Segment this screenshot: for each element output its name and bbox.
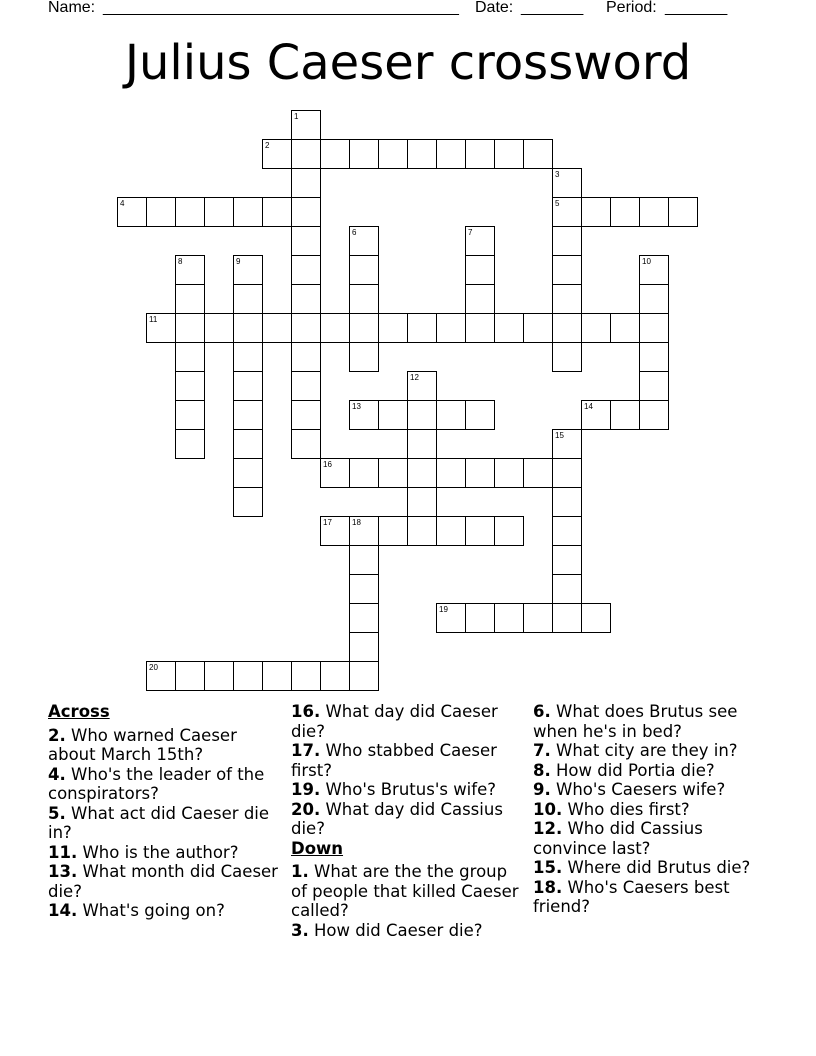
grid-cell[interactable]	[465, 603, 495, 633]
grid-cell[interactable]	[494, 313, 524, 343]
grid-cell[interactable]	[436, 603, 466, 633]
grid-cell[interactable]	[146, 313, 176, 343]
grid-cell[interactable]	[552, 313, 582, 343]
grid-cell[interactable]	[552, 429, 582, 459]
grid-cell[interactable]	[175, 661, 205, 691]
grid-cell[interactable]	[465, 313, 495, 343]
grid-cell[interactable]	[494, 139, 524, 169]
grid-cell[interactable]	[436, 400, 466, 430]
grid-cell[interactable]	[378, 516, 408, 546]
grid-cell[interactable]	[581, 197, 611, 227]
name-blank[interactable]: ________________________________________	[103, 0, 459, 16]
grid-cell[interactable]	[552, 516, 582, 546]
date-label: Date:	[475, 0, 514, 16]
clue-number: 14	[584, 402, 593, 411]
grid-cell[interactable]	[117, 197, 147, 227]
grid-cell[interactable]	[175, 342, 205, 372]
grid-cell[interactable]	[639, 400, 669, 430]
grid-cell[interactable]	[349, 516, 379, 546]
grid-cell[interactable]	[349, 226, 379, 256]
clue-number: 12	[410, 373, 419, 382]
grid-cell[interactable]	[291, 226, 321, 256]
grid-cell[interactable]	[465, 458, 495, 488]
grid-cell[interactable]	[552, 168, 582, 198]
clue-number: 18	[352, 518, 361, 527]
grid-cell[interactable]	[233, 371, 263, 401]
clue-across-2: 2. Who warned Caeser about March 15th?	[48, 725, 237, 764]
clue-across-4: 4. Who's the leader of the conspirators?	[48, 764, 265, 803]
clue-down-1: 1. What are the the group of people that killed Caeser called?	[291, 862, 519, 920]
clues-column-3	[533, 702, 773, 917]
clue-number: 10	[642, 257, 651, 266]
grid-cell[interactable]	[552, 574, 582, 604]
grid-cell[interactable]	[175, 429, 205, 459]
grid-cell[interactable]	[465, 255, 495, 285]
grid-cell[interactable]	[320, 516, 350, 546]
grid-cell[interactable]	[494, 603, 524, 633]
clue-number: 17	[323, 518, 332, 527]
grid-cell[interactable]	[349, 313, 379, 343]
clue-number: 5	[555, 199, 560, 208]
date-blank[interactable]: _______	[521, 0, 584, 16]
grid-cell[interactable]	[407, 458, 437, 488]
grid-cell[interactable]	[552, 545, 582, 575]
grid-cell[interactable]	[175, 284, 205, 314]
grid-cell[interactable]	[465, 139, 495, 169]
grid-cell[interactable]	[639, 197, 669, 227]
grid-cell[interactable]	[320, 139, 350, 169]
student-info-line	[48, 0, 768, 19]
clue-down-10: 10. Who dies first?	[533, 799, 690, 819]
grid-cell[interactable]	[436, 458, 466, 488]
grid-cell[interactable]	[291, 400, 321, 430]
clue-across-5: 5. What act did Caeser die in?	[48, 803, 270, 842]
grid-cell[interactable]	[494, 458, 524, 488]
grid-cell[interactable]	[146, 661, 176, 691]
grid-cell[interactable]	[349, 574, 379, 604]
grid-cell[interactable]	[175, 197, 205, 227]
grid-cell[interactable]	[407, 429, 437, 459]
clue-down-6: 6. What does Brutus see when he's in bed?	[533, 702, 738, 741]
grid-cell[interactable]	[175, 313, 205, 343]
grid-cell[interactable]	[291, 313, 321, 343]
grid-cell[interactable]	[436, 516, 466, 546]
grid-cell[interactable]	[233, 197, 263, 227]
grid-cell[interactable]	[291, 661, 321, 691]
grid-cell[interactable]	[233, 429, 263, 459]
grid-cell[interactable]	[552, 458, 582, 488]
clue-down-7: 7. What city are they in?	[533, 741, 738, 760]
grid-cell[interactable]	[378, 139, 408, 169]
grid-cell[interactable]	[639, 284, 669, 314]
grid-cell[interactable]	[349, 545, 379, 575]
grid-cell[interactable]	[378, 458, 408, 488]
grid-cell[interactable]	[175, 255, 205, 285]
clue-number: 8	[178, 257, 183, 266]
clue-number: 11	[149, 315, 158, 324]
grid-cell[interactable]	[291, 371, 321, 401]
grid-cell[interactable]	[349, 400, 379, 430]
grid-cell[interactable]	[552, 603, 582, 633]
grid-cell[interactable]	[581, 400, 611, 430]
grid-cell[interactable]	[465, 226, 495, 256]
grid-cell[interactable]	[552, 342, 582, 372]
grid-cell[interactable]	[552, 226, 582, 256]
clue-number: 16	[323, 460, 332, 469]
grid-cell[interactable]	[349, 342, 379, 372]
grid-cell[interactable]	[233, 487, 263, 517]
clue-number: 2	[265, 141, 270, 150]
grid-cell[interactable]	[233, 284, 263, 314]
clue-number: 3	[555, 170, 560, 179]
grid-cell[interactable]	[668, 197, 698, 227]
grid-cell[interactable]	[204, 197, 234, 227]
grid-cell[interactable]	[233, 458, 263, 488]
clue-number: 4	[120, 199, 125, 208]
grid-cell[interactable]	[465, 284, 495, 314]
grid-cell[interactable]	[233, 400, 263, 430]
grid-cell[interactable]	[436, 313, 466, 343]
grid-cell[interactable]	[204, 661, 234, 691]
grid-cell[interactable]	[349, 139, 379, 169]
grid-cell[interactable]	[552, 284, 582, 314]
clue-down-9: 9. Who's Caesers wife?	[533, 780, 726, 799]
clue-down-3: 3. How did Caeser die?	[291, 920, 483, 940]
grid-cell[interactable]	[204, 313, 234, 343]
grid-cell[interactable]	[494, 516, 524, 546]
grid-cell[interactable]	[407, 487, 437, 517]
clue-across-17: 17. Who stabbed Caeser first?	[291, 741, 497, 780]
grid-cell[interactable]	[291, 429, 321, 459]
grid-cell[interactable]	[639, 313, 669, 343]
down-heading: Down	[291, 838, 344, 858]
clues-column-2	[291, 702, 521, 940]
grid-cell[interactable]	[262, 313, 292, 343]
clue-number: 9	[236, 257, 241, 266]
grid-cell[interactable]	[291, 255, 321, 285]
grid-cell[interactable]	[349, 255, 379, 285]
grid-cell[interactable]	[146, 197, 176, 227]
grid-cell[interactable]	[262, 661, 292, 691]
clue-down-12: 12. Who did Cassius convince last?	[533, 819, 703, 858]
grid-cell[interactable]	[436, 139, 466, 169]
clue-down-8: 8. How did Portia die?	[533, 760, 715, 780]
grid-cell[interactable]	[581, 313, 611, 343]
grid-cell[interactable]	[407, 139, 437, 169]
grid-cell[interactable]	[639, 342, 669, 372]
clue-number: 19	[439, 605, 448, 614]
grid-cell[interactable]	[320, 458, 350, 488]
grid-cell[interactable]	[610, 313, 640, 343]
clues-column-1	[48, 702, 278, 921]
grid-cell[interactable]	[291, 342, 321, 372]
clue-number: 6	[352, 228, 357, 237]
grid-cell[interactable]	[233, 255, 263, 285]
grid-cell[interactable]	[233, 313, 263, 343]
clue-down-15: 15. Where did Brutus die?	[533, 858, 751, 877]
grid-cell[interactable]	[349, 458, 379, 488]
clue-number: 15	[555, 431, 564, 440]
grid-cell[interactable]	[233, 661, 263, 691]
grid-cell[interactable]	[291, 139, 321, 169]
grid-cell[interactable]	[552, 255, 582, 285]
name-label: Name:	[48, 0, 96, 16]
grid-cell[interactable]	[523, 603, 553, 633]
grid-cell[interactable]	[610, 197, 640, 227]
clue-across-20: 20. What day did Cassius die?	[291, 799, 503, 838]
clue-across-11: 11. Who is the author?	[48, 842, 239, 862]
grid-cell[interactable]	[639, 255, 669, 285]
clue-across-14: 14. What's going on?	[48, 901, 225, 920]
grid-cell[interactable]	[262, 197, 292, 227]
grid-cell[interactable]	[552, 487, 582, 517]
grid-cell[interactable]	[291, 168, 321, 198]
clue-across-13: 13. What month did Caeser die?	[48, 862, 278, 901]
grid-cell[interactable]	[349, 632, 379, 662]
grid-cell[interactable]	[407, 371, 437, 401]
grid-cell[interactable]	[378, 313, 408, 343]
grid-cell[interactable]	[581, 603, 611, 633]
period-blank[interactable]: _______	[665, 0, 728, 16]
grid-cell[interactable]	[407, 516, 437, 546]
grid-cell[interactable]	[552, 197, 582, 227]
grid-cell[interactable]	[349, 284, 379, 314]
clue-number: 7	[468, 228, 473, 237]
grid-cell[interactable]	[610, 400, 640, 430]
period-label: Period:	[606, 0, 657, 16]
grid-cell[interactable]	[465, 400, 495, 430]
grid-cell[interactable]	[407, 313, 437, 343]
grid-cell[interactable]	[320, 661, 350, 691]
grid-cell[interactable]	[320, 313, 350, 343]
grid-cell[interactable]	[291, 284, 321, 314]
grid-cell[interactable]	[291, 110, 321, 140]
clue-across-16: 16. What day did Caeser die?	[291, 702, 498, 741]
clue-number: 13	[352, 402, 361, 411]
clue-down-18: 18. Who's Caesers best friend?	[533, 877, 730, 916]
grid-cell[interactable]	[523, 313, 553, 343]
grid-cell[interactable]	[291, 197, 321, 227]
clue-number: 20	[149, 663, 158, 672]
grid-cell[interactable]	[465, 516, 495, 546]
grid-cell[interactable]	[639, 371, 669, 401]
grid-cell[interactable]	[407, 400, 437, 430]
grid-cell[interactable]	[262, 139, 292, 169]
clue-across-19: 19. Who's Brutus's wife?	[291, 780, 496, 799]
puzzle-title: Julius Caeser crossword	[124, 35, 692, 91]
grid-cell[interactable]	[523, 139, 553, 169]
across-heading: Across	[48, 702, 110, 721]
grid-cell[interactable]	[349, 661, 379, 691]
grid-cell[interactable]	[378, 400, 408, 430]
grid-cell[interactable]	[175, 371, 205, 401]
grid-cell[interactable]	[175, 400, 205, 430]
clue-number: 1	[294, 112, 299, 121]
grid-cell[interactable]	[523, 458, 553, 488]
grid-cell[interactable]	[233, 342, 263, 372]
grid-cell[interactable]	[349, 603, 379, 633]
